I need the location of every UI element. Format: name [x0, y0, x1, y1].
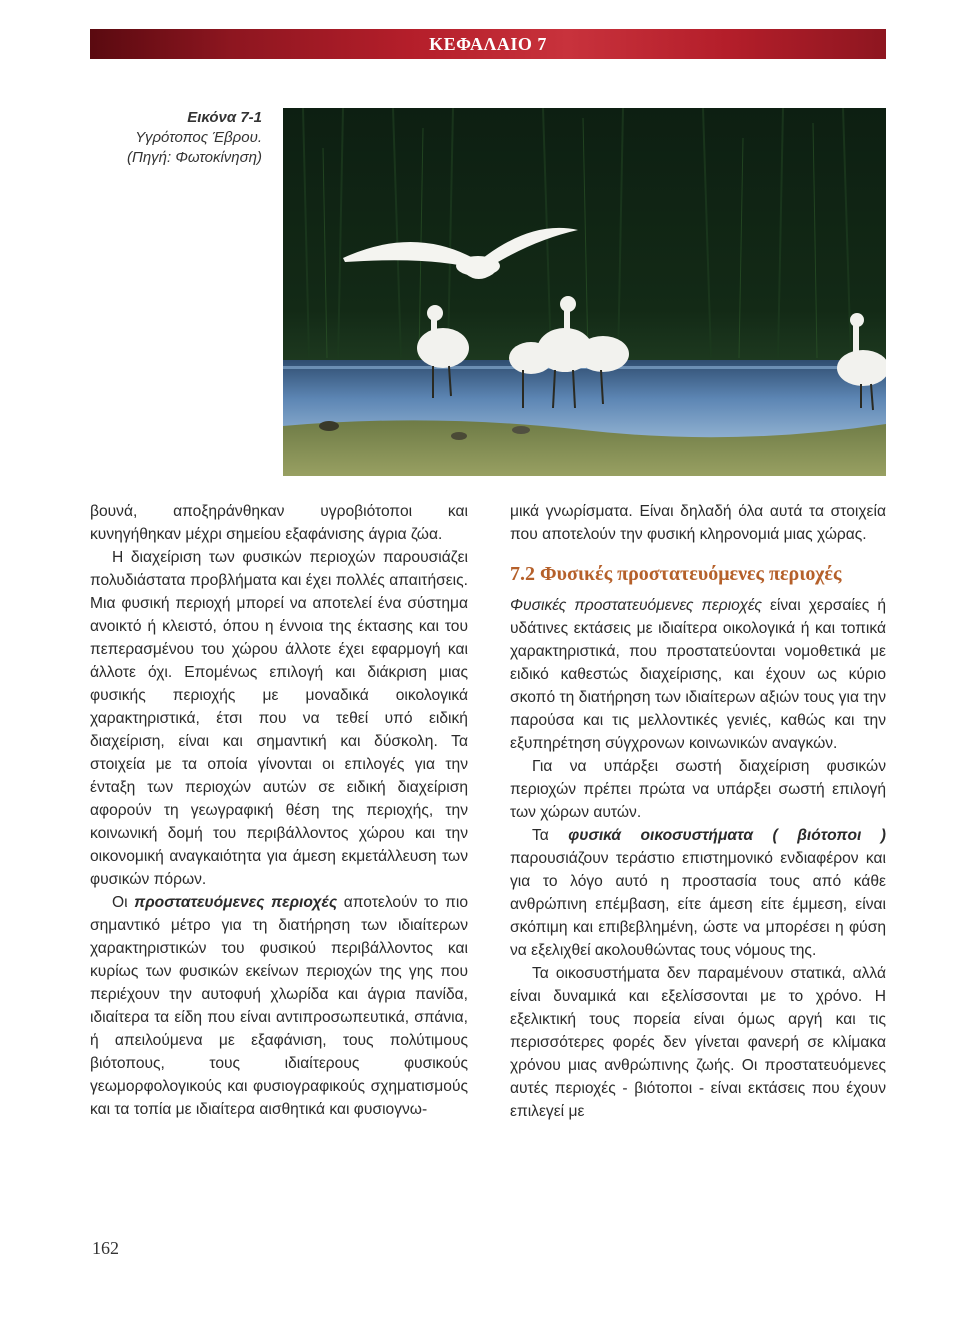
right-text-column: [510, 500, 886, 1123]
figure-caption-text: Υγρότοπος Έβρου.: [135, 129, 262, 146]
text-run: είναι χερσαίες ή υδάτινες εκτάσεις με ιδιαίτερα οικολογικά ή και τοπικά χαρακτηριστικά, που προστατεύονται νομοθετικά με ειδικό καθεστώς διαχείρισης, και έχουν ως κύριο σκοπό τη διατήρηση των ιδιαίτερων αξιών τους για την παρούσα και τις μελλοντικές γενιές, καθώς και την εξυπηρέτηση σύγχρονων κοινωνικών αναγκών.: [510, 597, 886, 752]
emphasized-term: προστατευόμενες περιοχές: [134, 894, 338, 911]
paragraph: μικά γνωρίσματα. Είναι δηλαδή όλα αυτά τα στοιχεία που αποτελούν την φυσική κληρονομιά μιας χώρας.: [510, 503, 886, 543]
emphasized-term: Φυσικές προστατευόμενες περιοχές: [510, 597, 762, 614]
chapter-header-band: [90, 29, 886, 59]
text-run: παρουσιάζουν τεράστιο επιστημονικό ενδιαφέρον και για το λόγο αυτό η προστασία τους από κάθε ανθρώπινη επέμβαση, είτε άμεση είτε έμμεση, είναι σκόπιμη και επιβεβλημένη, ώστε να μπορέσει η φύση να εξελιχθεί ακολουθώντας τους νόμους της.: [510, 850, 886, 959]
left-text-column: [90, 500, 468, 1121]
wetland-photo: [283, 108, 886, 476]
paragraph: [510, 594, 886, 755]
figure-caption: [42, 108, 262, 168]
paragraph: βουνά, αποξηράνθηκαν υγροβιότοποι και κυνηγήθηκαν μέχρι σημείου εξαφάνισης άγρια ζώα.: [90, 503, 468, 543]
figure-label: Εικόνα 7-1: [187, 109, 262, 126]
paragraph: Για να υπάρξει σωστή διαχείριση φυσικών περιοχών πρέπει πρώτα να υπάρξει σωστή επιλογή των χώρων αυτών.: [510, 758, 886, 821]
chapter-title: ΚΕΦΑΛΑΙΟ 7: [429, 34, 547, 54]
page-number: 162: [92, 1238, 119, 1258]
text-run: Οι: [112, 894, 135, 911]
figure-source: (Πηγή: Φωτοκίνηση): [126, 149, 262, 166]
paragraph: [90, 891, 468, 1121]
text-run: αποτελούν το πιο σημαντικό μέτρο για τη διατήρηση των ιδιαίτερων χαρακτηριστικών του φυσικού περιβάλλοντος και κυρίως των φυσικών εκείνων περιοχών της γης που περιέχουν την αυτοφυή χλωρίδα και άγρια πανίδα, ιδιαίτερα τα είδη που είναι αντιπροσωπευτικά, σπάνια, ή απειλούμενα με εξαφάνιση, τους πολύτιμους βιότοπους, τους ιδιαίτερους φυσικούς γεωμορφολογικούς και φυσιογραφικούς σχηματισμούς και τα τοπία με ιδιαίτερα αισθητικά και φυσιογνω-: [90, 894, 468, 1118]
section-heading: 7.2 Φυσικές προστατευόμενες περιοχές: [510, 563, 842, 585]
paragraph: Τα οικοσυστήματα δεν παραμένουν στατικά, αλλά είναι δυναμικά και εξελίσσονται με το χρόνο. Η εξελικτική τους πορεία είναι όμως αργή και τις περισσότερες φορές δεν γίνεται φανερή σε κλίμακα χρόνου μιας ανθρώπινης ζωής. Οι προστατευόμενες αυτές περιοχές - βιότοποι - είναι εκτάσεις που έχουν επιλεγεί με: [510, 965, 886, 1120]
emphasized-term: φυσικά οικοσυστήματα ( βιότοποι ): [568, 827, 886, 844]
text-run: Τα: [532, 827, 569, 844]
paragraph: [510, 824, 886, 962]
paragraph: Η διαχείριση των φυσικών περιοχών παρουσιάζει πολυδιάστατα προβλήματα και έχει πολλές απαιτήσεις. Μια φυσική περιοχή μπορεί να αποτελεί ένα σύστημα ανοικτό ή κλειστό, όπου η έννοια της έκτασης και του πεπερασμένου του χώρου άλλοτε έχει εφαρμογή και άλλοτε όχι. Επομένως επιλογή και διάκριση μιας φυσικής περιοχής με μοναδικά οικολογικά χαρακτηριστικά, έτσι που να τεθεί υπό ειδική διαχείριση, είναι και σημαντική και δύσκολη. Τα στοιχεία με τα οποία γίνονται οι επιλογές για την ένταξη των περιοχών αυτών σε ειδική διαχείριση αφορούν τη γεωγραφική θέση της περιοχής, την κοινωνική δομή του περιβάλλοντος χώρου και την οικονομική αναγκαιότητα για άμεση εκμετάλλευση των φυσικών πόρων.: [90, 549, 468, 888]
